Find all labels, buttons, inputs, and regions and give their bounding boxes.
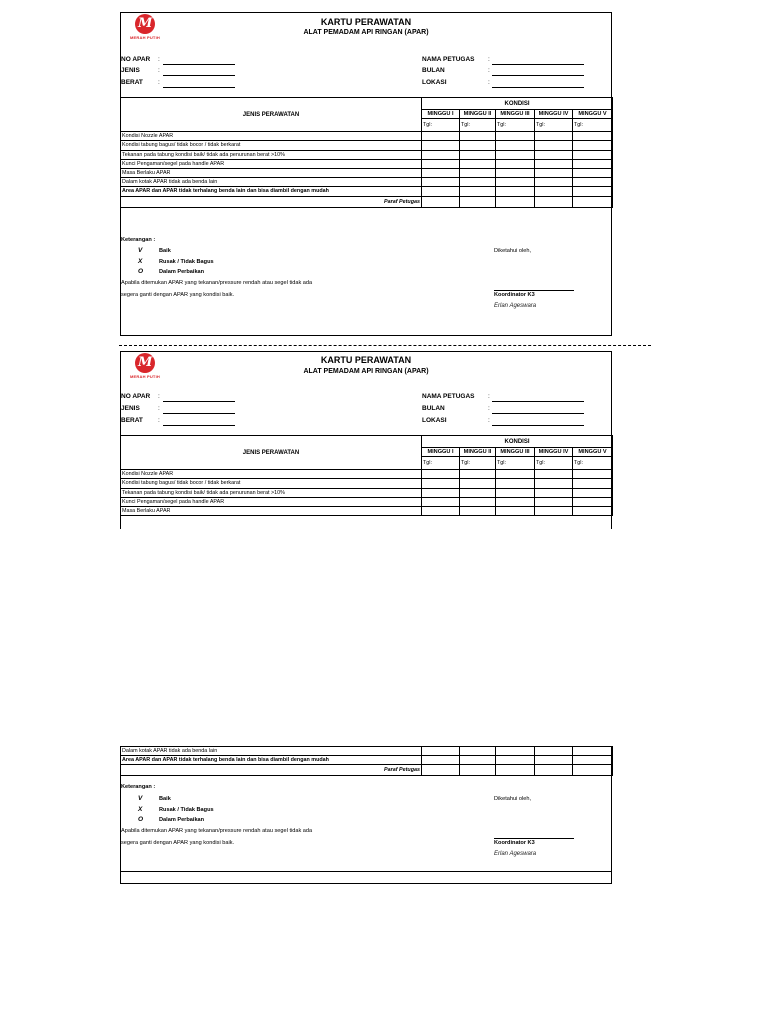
maintenance-card-2 bbox=[120, 351, 612, 529]
paraf-label: Paraf Petugas bbox=[121, 765, 422, 776]
check-cell[interactable] bbox=[573, 488, 613, 497]
check-cell[interactable] bbox=[460, 132, 496, 141]
card-title: KARTU PERAWATAN bbox=[320, 17, 412, 27]
kondisi-header: KONDISI bbox=[422, 98, 613, 110]
check-cell[interactable] bbox=[535, 479, 573, 488]
task-label: Area APAR dan APAR tidak terhalang benda lain dan bisa diambil dengan mudah bbox=[121, 756, 422, 765]
check-cell[interactable] bbox=[422, 488, 460, 497]
check-cell[interactable] bbox=[573, 159, 613, 168]
logo-mark: M bbox=[138, 16, 153, 31]
task-label: Masa Berlaku APAR bbox=[121, 168, 422, 177]
task-label: Kondisi Nozzle APAR bbox=[121, 132, 422, 141]
signature-line[interactable] bbox=[494, 290, 574, 291]
table-row bbox=[121, 150, 613, 159]
note-line-1: Apabila ditemukan APAR yang tekanan/pressure rendah atau segel tidak ada bbox=[121, 280, 313, 286]
kondisi-header: KONDISI bbox=[422, 436, 613, 448]
task-label: Dalam kotak APAR tidak ada benda lain bbox=[121, 747, 422, 756]
check-cell[interactable] bbox=[535, 765, 573, 776]
check-cell[interactable] bbox=[573, 747, 613, 756]
legend-text: Baik bbox=[159, 796, 171, 802]
check-cell[interactable] bbox=[573, 187, 613, 196]
check-cell[interactable] bbox=[422, 756, 460, 765]
check-cell[interactable] bbox=[496, 187, 535, 196]
check-cell[interactable] bbox=[422, 506, 460, 515]
keterangan-label: Keterangan : bbox=[121, 237, 156, 243]
week-header: MINGGU I bbox=[422, 110, 460, 119]
check-cell[interactable] bbox=[422, 470, 460, 479]
tgl-cell[interactable]: Tgl: bbox=[535, 119, 573, 132]
check-cell[interactable] bbox=[496, 470, 535, 479]
check-cell[interactable] bbox=[496, 756, 535, 765]
check-cell[interactable] bbox=[573, 765, 613, 776]
jenis-perawatan-header: JENIS PERAWATAN bbox=[121, 98, 422, 132]
check-cell[interactable] bbox=[460, 196, 496, 207]
check-cell[interactable] bbox=[573, 470, 613, 479]
check-cell[interactable] bbox=[535, 168, 573, 177]
check-cell[interactable] bbox=[460, 150, 496, 159]
check-cell[interactable] bbox=[573, 506, 613, 515]
field-label-lokasi: LOKASI bbox=[422, 79, 447, 86]
field-input-jenis[interactable] bbox=[163, 413, 235, 414]
legend-text: Baik bbox=[159, 248, 171, 254]
tgl-cell[interactable]: Tgl: bbox=[496, 457, 535, 470]
field-input-bulan[interactable] bbox=[492, 75, 584, 76]
legend-text: Dalam Perbaikan bbox=[159, 817, 205, 823]
field-colon: : bbox=[158, 417, 160, 424]
check-cell[interactable] bbox=[535, 150, 573, 159]
table-row bbox=[121, 506, 613, 515]
check-cell[interactable] bbox=[460, 168, 496, 177]
check-cell[interactable] bbox=[535, 497, 573, 506]
table-row bbox=[121, 747, 613, 756]
field-input-nama-petugas[interactable] bbox=[492, 401, 584, 402]
check-cell[interactable] bbox=[535, 470, 573, 479]
check-cell[interactable] bbox=[496, 488, 535, 497]
week-header: MINGGU III bbox=[496, 448, 535, 457]
legend-symbol-o: O bbox=[138, 816, 144, 823]
check-cell[interactable] bbox=[496, 497, 535, 506]
check-cell[interactable] bbox=[535, 756, 573, 765]
check-cell[interactable] bbox=[460, 506, 496, 515]
table-row-paraf bbox=[121, 196, 613, 207]
check-cell[interactable] bbox=[535, 141, 573, 150]
week-header: MINGGU III bbox=[496, 110, 535, 119]
task-label: Masa Berlaku APAR bbox=[121, 506, 422, 515]
check-cell[interactable] bbox=[573, 178, 613, 187]
check-cell[interactable] bbox=[460, 747, 496, 756]
field-input-lokasi[interactable] bbox=[492, 87, 584, 88]
field-colon: : bbox=[488, 405, 490, 412]
table-row bbox=[121, 159, 613, 168]
check-cell[interactable] bbox=[535, 747, 573, 756]
check-cell[interactable] bbox=[496, 150, 535, 159]
check-cell[interactable] bbox=[460, 765, 496, 776]
check-cell[interactable] bbox=[496, 765, 535, 776]
field-input-no-apar[interactable] bbox=[163, 64, 235, 65]
check-cell[interactable] bbox=[535, 488, 573, 497]
check-cell[interactable] bbox=[460, 479, 496, 488]
koordinator-label: Koordinator K3 bbox=[494, 840, 535, 846]
table-row bbox=[121, 141, 613, 150]
field-label-bulan: BULAN bbox=[422, 67, 445, 74]
legend-symbol-o: O bbox=[138, 268, 144, 275]
cut-line bbox=[119, 345, 651, 346]
check-cell[interactable] bbox=[496, 178, 535, 187]
task-label: Dalam kotak APAR tidak ada benda lain bbox=[121, 178, 422, 187]
field-label-bulan: BULAN bbox=[422, 405, 445, 412]
check-cell[interactable] bbox=[460, 159, 496, 168]
field-colon: : bbox=[488, 56, 490, 63]
task-label: Kondisi tabung bagus/ tidak bocor / tidak berkarat bbox=[121, 479, 422, 488]
table-row bbox=[121, 488, 613, 497]
check-cell[interactable] bbox=[496, 132, 535, 141]
table-row-paraf bbox=[121, 765, 613, 776]
week-header: MINGGU I bbox=[422, 448, 460, 457]
maintenance-card-2-continued bbox=[120, 746, 612, 884]
field-label-nama-petugas: NAMA PETUGAS bbox=[422, 393, 475, 400]
check-cell[interactable] bbox=[422, 159, 460, 168]
check-cell[interactable] bbox=[422, 497, 460, 506]
table-row bbox=[121, 497, 613, 506]
check-cell[interactable] bbox=[422, 765, 460, 776]
table-row bbox=[121, 178, 613, 187]
field-label-berat: BERAT bbox=[121, 79, 143, 86]
field-colon: : bbox=[488, 67, 490, 74]
check-cell[interactable] bbox=[460, 497, 496, 506]
task-label: Kunci Pengaman/segel pada handle APAR bbox=[121, 497, 422, 506]
signer-name: Erlan Ageswara bbox=[494, 303, 537, 309]
logo-brand: MERAH PUTIH bbox=[130, 35, 160, 40]
tgl-cell[interactable]: Tgl: bbox=[460, 119, 496, 132]
check-cell[interactable] bbox=[573, 150, 613, 159]
check-cell[interactable] bbox=[460, 187, 496, 196]
task-label: Tekanan pada tabung kondisi baik/ tidak ada penurunan berat >10% bbox=[121, 150, 422, 159]
maintenance-table bbox=[120, 746, 613, 776]
check-cell[interactable] bbox=[496, 506, 535, 515]
note-line-2: segera ganti dengan APAR yang kondisi baik. bbox=[121, 292, 235, 298]
maintenance-card-1 bbox=[120, 12, 612, 336]
task-label: Kondisi tabung bagus/ tidak bocor / tidak berkarat bbox=[121, 141, 422, 150]
check-cell[interactable] bbox=[535, 187, 573, 196]
check-cell[interactable] bbox=[460, 488, 496, 497]
field-colon: : bbox=[158, 405, 160, 412]
check-cell[interactable] bbox=[496, 196, 535, 207]
check-cell[interactable] bbox=[573, 497, 613, 506]
field-input-nama-petugas[interactable] bbox=[492, 64, 584, 65]
field-label-nama-petugas: NAMA PETUGAS bbox=[422, 56, 475, 63]
legend-symbol-v: V bbox=[138, 247, 143, 254]
check-cell[interactable] bbox=[422, 187, 460, 196]
field-label-no-apar: NO APAR bbox=[121, 56, 151, 63]
check-cell[interactable] bbox=[460, 470, 496, 479]
table-row bbox=[121, 168, 613, 177]
tgl-cell[interactable]: Tgl: bbox=[422, 119, 460, 132]
tgl-cell[interactable]: Tgl: bbox=[496, 119, 535, 132]
legend-symbol-x: X bbox=[138, 258, 143, 265]
check-cell[interactable] bbox=[535, 506, 573, 515]
tgl-cell[interactable]: Tgl: bbox=[460, 457, 496, 470]
week-header: MINGGU IV bbox=[535, 110, 573, 119]
check-cell[interactable] bbox=[535, 132, 573, 141]
check-cell[interactable] bbox=[573, 196, 613, 207]
check-cell[interactable] bbox=[496, 141, 535, 150]
check-cell[interactable] bbox=[573, 756, 613, 765]
week-header: MINGGU V bbox=[573, 448, 613, 457]
paraf-label: Paraf Petugas bbox=[121, 196, 422, 207]
check-cell[interactable] bbox=[573, 132, 613, 141]
legend-text: Rusak / Tidak Bagus bbox=[159, 807, 214, 813]
koordinator-label: Koordinator K3 bbox=[494, 292, 535, 298]
task-label: Kunci Pengaman/segel pada handle APAR bbox=[121, 159, 422, 168]
tgl-cell[interactable]: Tgl: bbox=[573, 119, 613, 132]
field-colon: : bbox=[488, 393, 490, 400]
check-cell[interactable] bbox=[573, 141, 613, 150]
check-cell[interactable] bbox=[460, 141, 496, 150]
note-line-2: segera ganti dengan APAR yang kondisi baik. bbox=[121, 840, 235, 846]
table-row bbox=[121, 756, 613, 765]
table-row bbox=[121, 479, 613, 488]
card-subtitle: ALAT PEMADAM API RINGAN (APAR) bbox=[303, 29, 429, 36]
field-label-jenis: JENIS bbox=[121, 405, 140, 412]
diketahui-label: Diketahui oleh, bbox=[494, 248, 532, 254]
task-label: Area APAR dan APAR tidak terhalang benda lain dan bisa diambil dengan mudah bbox=[121, 187, 422, 196]
field-input-lokasi[interactable] bbox=[492, 425, 584, 426]
tgl-cell[interactable]: Tgl: bbox=[535, 457, 573, 470]
tgl-cell[interactable]: Tgl: bbox=[573, 457, 613, 470]
check-cell[interactable] bbox=[573, 168, 613, 177]
table-row bbox=[121, 187, 613, 196]
check-cell[interactable] bbox=[422, 196, 460, 207]
check-cell[interactable] bbox=[422, 747, 460, 756]
table-row bbox=[121, 132, 613, 141]
field-label-jenis: JENIS bbox=[121, 67, 140, 74]
check-cell[interactable] bbox=[422, 132, 460, 141]
maintenance-table bbox=[120, 97, 613, 208]
legend-text: Dalam Perbaikan bbox=[159, 269, 205, 275]
check-cell[interactable] bbox=[460, 756, 496, 765]
check-cell[interactable] bbox=[422, 141, 460, 150]
signer-name: Erlan Ageswara bbox=[494, 851, 537, 857]
diketahui-label: Diketahui oleh, bbox=[494, 796, 532, 802]
logo-mark: M bbox=[138, 355, 153, 370]
check-cell[interactable] bbox=[422, 178, 460, 187]
field-input-berat[interactable] bbox=[163, 425, 235, 426]
table-row bbox=[121, 470, 613, 479]
check-cell[interactable] bbox=[535, 196, 573, 207]
tgl-cell[interactable]: Tgl: bbox=[422, 457, 460, 470]
check-cell[interactable] bbox=[535, 159, 573, 168]
field-colon: : bbox=[488, 417, 490, 424]
field-colon: : bbox=[488, 79, 490, 86]
task-label: Tekanan pada tabung kondisi baik/ tidak ada penurunan berat >10% bbox=[121, 488, 422, 497]
card-subtitle: ALAT PEMADAM API RINGAN (APAR) bbox=[303, 368, 429, 375]
field-colon: : bbox=[158, 56, 160, 63]
keterangan-label: Keterangan : bbox=[121, 784, 156, 790]
field-input-jenis[interactable] bbox=[163, 75, 235, 76]
legend-text: Rusak / Tidak Bagus bbox=[159, 259, 214, 265]
logo-brand: MERAH PUTIH bbox=[130, 374, 160, 379]
check-cell[interactable] bbox=[422, 479, 460, 488]
check-cell[interactable] bbox=[422, 150, 460, 159]
bottom-rule bbox=[120, 871, 612, 872]
signature-line[interactable] bbox=[494, 838, 574, 839]
field-input-bulan[interactable] bbox=[492, 413, 584, 414]
jenis-perawatan-header: JENIS PERAWATAN bbox=[121, 436, 422, 470]
field-input-no-apar[interactable] bbox=[163, 401, 235, 402]
check-cell[interactable] bbox=[460, 178, 496, 187]
task-label: Kondisi Nozzle APAR bbox=[121, 470, 422, 479]
legend-symbol-v: V bbox=[138, 795, 143, 802]
note-line-1: Apabila ditemukan APAR yang tekanan/pressure rendah atau segel tidak ada bbox=[121, 828, 313, 834]
check-cell[interactable] bbox=[422, 168, 460, 177]
field-label-berat: BERAT bbox=[121, 417, 143, 424]
field-label-lokasi: LOKASI bbox=[422, 417, 447, 424]
week-header: MINGGU II bbox=[460, 448, 496, 457]
field-label-no-apar: NO APAR bbox=[121, 393, 151, 400]
check-cell[interactable] bbox=[535, 178, 573, 187]
card-title: KARTU PERAWATAN bbox=[320, 355, 412, 365]
field-colon: : bbox=[158, 67, 160, 74]
week-header: MINGGU II bbox=[460, 110, 496, 119]
legend-symbol-x: X bbox=[138, 806, 143, 813]
field-input-berat[interactable] bbox=[163, 87, 235, 88]
maintenance-table bbox=[120, 435, 613, 516]
week-header: MINGGU V bbox=[573, 110, 613, 119]
check-cell[interactable] bbox=[496, 747, 535, 756]
check-cell[interactable] bbox=[496, 159, 535, 168]
week-header: MINGGU IV bbox=[535, 448, 573, 457]
check-cell[interactable] bbox=[496, 479, 535, 488]
check-cell[interactable] bbox=[573, 479, 613, 488]
field-colon: : bbox=[158, 79, 160, 86]
check-cell[interactable] bbox=[496, 168, 535, 177]
field-colon: : bbox=[158, 393, 160, 400]
